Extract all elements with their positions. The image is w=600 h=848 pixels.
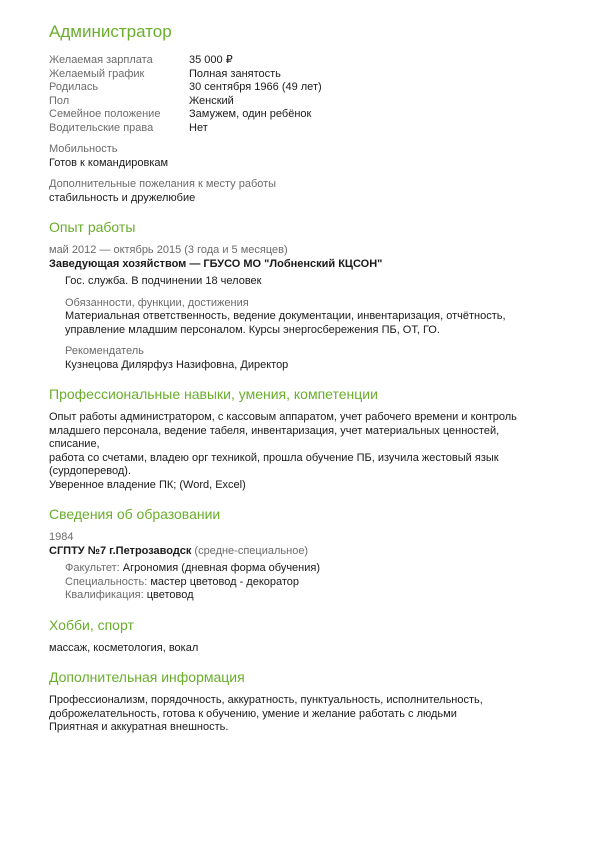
additional-line: Профессионализм, порядочность, аккуратность, пунктуальность, исполнительность, <box>49 694 483 706</box>
personal-info <box>49 54 551 135</box>
education-school-row <box>49 545 551 559</box>
faculty-row <box>65 562 551 576</box>
info-row-gender <box>49 95 551 109</box>
education-school: СГПТУ №7 г.Петрозаводск <box>49 544 192 557</box>
specialty-row <box>65 576 551 590</box>
additional-line: Приятная и аккуратная внешность. <box>49 721 229 733</box>
experience-heading: Опыт работы <box>49 219 136 235</box>
info-value: Полная занятость <box>189 67 281 80</box>
skills-line: Уверенное владение ПК; (Word, Excel) <box>49 478 246 491</box>
education-section <box>49 531 551 603</box>
wishes-block <box>49 178 551 205</box>
experience-details <box>49 275 551 372</box>
hobby-heading: Хобби, спорт <box>49 616 134 633</box>
info-value: Замужем, один ребёнок <box>189 108 312 120</box>
skills-heading: Профессиональные навыки, умения, компетенции <box>49 386 378 402</box>
qualification-row <box>65 589 551 603</box>
info-value: 35 000 ₽ <box>189 54 233 66</box>
info-row-family <box>49 108 551 122</box>
mobility-label: Мобильность <box>49 143 118 155</box>
qualification-label: Квалификация: <box>65 589 144 601</box>
experience-position: Заведующая хозяйством — ГБУСО МО "Лобненский КЦСОН" <box>49 257 383 270</box>
info-label: Водительские права <box>49 121 154 134</box>
faculty-label: Факультет: <box>65 562 120 574</box>
info-label: Желаемый график <box>49 67 145 80</box>
info-value: Женский <box>189 94 234 107</box>
experience-section <box>49 244 551 372</box>
wishes-value: стабильность и дружелюбие <box>49 191 196 204</box>
referee-value: Кузнецова Дилярфуз Назифовна, Директор <box>65 358 289 371</box>
mobility-value: Готов к командировкам <box>49 156 169 169</box>
skills-line: младшего персонала, ведение табеля, инвентаризация, учет материальных ценностей, списание, <box>49 424 500 450</box>
duties-line: Материальная ответственность, ведение документации, инвентаризация, отчётность, <box>65 310 506 322</box>
info-row-license <box>49 122 551 136</box>
additional-heading: Дополнительная информация <box>49 669 245 685</box>
education-year: 1984 <box>49 531 74 543</box>
duties-label: Обязанности, функции, достижения <box>65 296 249 309</box>
skills-line: Опыт работы администратором, с кассовым аппаратом, учет рабочего времени и контроль <box>49 411 517 423</box>
qualification-value: цветовод <box>146 589 194 601</box>
hobby-text: массаж, косметология, вокал <box>49 641 199 654</box>
skills-line: работа со счетами, владею орг техникой, прошла обучение ПБ, изучила жестовый язык <box>49 451 499 464</box>
info-row-salary <box>49 54 551 68</box>
info-label: Желаемая зарплата <box>49 54 153 66</box>
info-value: Нет <box>189 121 208 134</box>
info-row-schedule <box>49 68 551 82</box>
faculty-value: Агрономия (дневная форма обучения) <box>122 562 321 574</box>
additional-section <box>49 694 551 735</box>
info-label: Семейное положение <box>49 108 161 120</box>
info-value: 30 сентября 1966 (49 лет) <box>189 81 322 93</box>
info-label: Родилась <box>49 81 99 93</box>
info-row-birth <box>49 81 551 95</box>
specialty-label: Специальность: <box>65 575 148 588</box>
wishes-label: Дополнительные пожелания к месту работы <box>49 178 277 190</box>
duties-line: управление младшим персоналом. Курсы энергосбережения ПБ, ОТ, ГО. <box>65 323 440 336</box>
resume-title: Администратор <box>49 22 172 41</box>
education-level: (средне-специальное) <box>194 544 309 557</box>
experience-period: май 2012 — октябрь 2015 (3 года и 5 месяцев) <box>49 244 288 256</box>
specialty-value: мастер цветовод - декоратор <box>150 575 300 588</box>
mobility-block <box>49 143 551 170</box>
skills-line: (сурдоперевод). <box>49 465 131 477</box>
skills-section <box>49 411 551 492</box>
experience-scope: Гос. служба. В подчинении 18 человек <box>65 275 262 287</box>
additional-line: доброжелательность, готова к обучению, умение и желание работать с людьми <box>49 707 457 720</box>
education-details <box>49 562 551 603</box>
info-label: Пол <box>49 94 70 107</box>
education-heading: Сведения об образовании <box>49 506 221 522</box>
referee-label: Рекомендатель <box>65 345 144 357</box>
